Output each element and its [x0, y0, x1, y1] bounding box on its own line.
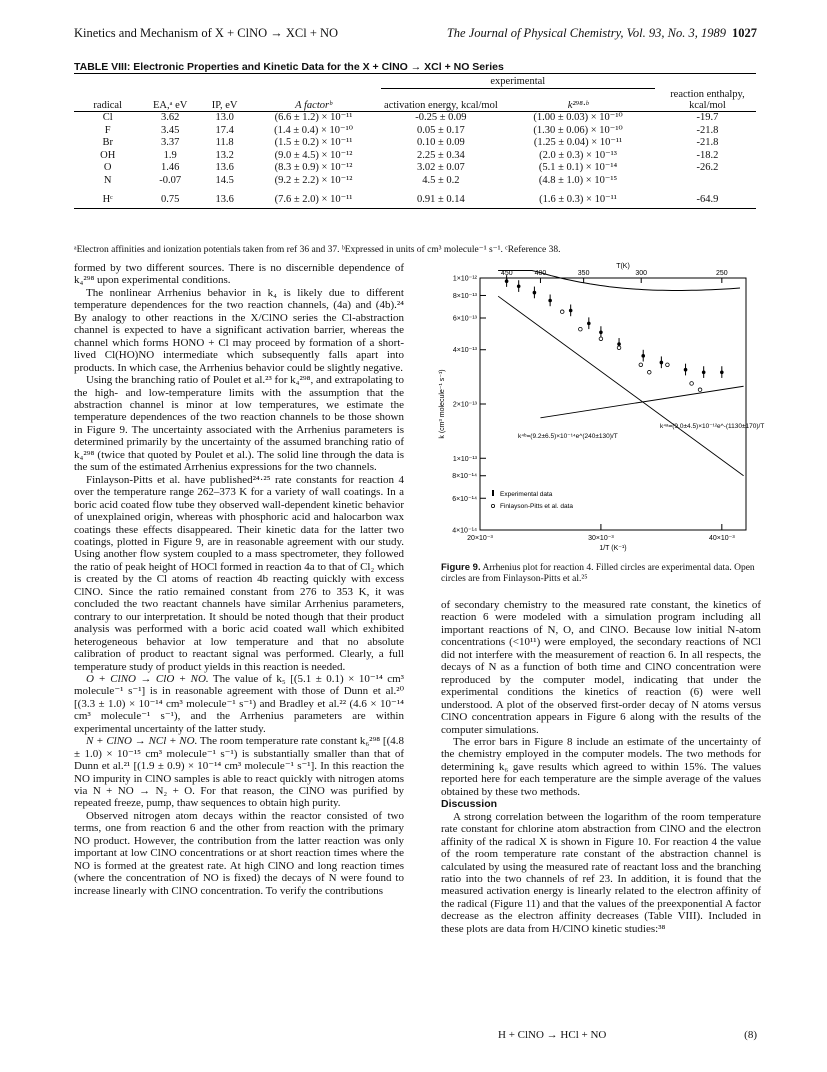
table-cell-afactor: (9.0 ± 4.5) × 10⁻¹²: [274, 149, 353, 161]
table-cell-spacer: [651, 150, 659, 163]
experimental-point: [587, 322, 591, 326]
table-row: [74, 125, 756, 138]
paragraph: formed by two different sources. There is no discernible dependence of k₄²⁹⁸ upon experimental conditions.: [74, 262, 404, 287]
table-cell-ip: 13.2: [215, 149, 234, 161]
channel-4b-line: [540, 386, 743, 418]
table-cell-activation: 3.02 ± 0.07: [417, 162, 465, 174]
table-cell-spacer: [651, 188, 659, 209]
figure-9-arrhenius-plot: [428, 260, 773, 560]
experimental-point: [569, 309, 573, 313]
table-cell-activation: 0.10 ± 0.09: [417, 137, 465, 149]
experimental-point: [641, 354, 645, 358]
top-tick-label: 300: [635, 270, 648, 277]
equation-number: (8): [744, 1029, 757, 1041]
paragraph: The error bars in Figure 8 include an estimate of the uncertainty of the chemistry employed in the computer models. The two methods for determining k₆ gave results which agreed to within 15%. The values reported here for each temperature are the simple average of the values obtained by these two methods.: [441, 735, 761, 798]
legend-marker-finlayson: [491, 504, 494, 507]
finlayson-pitts-point: [698, 388, 702, 392]
table-cell-enthalpy: [659, 175, 756, 188]
table-cell-k298: (2.0 ± 0.3) × 10⁻¹³: [539, 149, 617, 161]
table-cell-enthalpy: -21.8: [696, 124, 719, 136]
journal-citation: The Journal of Physical Chemistry, Vol. 93, No. 3, 1989: [446, 26, 726, 40]
x-tick-label: 30×10⁻³: [588, 535, 614, 542]
finlayson-pitts-point: [560, 310, 564, 314]
finlayson-pitts-point: [666, 363, 670, 367]
table-cell-spacer: [651, 112, 659, 125]
paragraph: Using the branching ratio of Poulet et al.²³ for k₄²⁹⁸, and extrapolating to the high- and low-temperature limits with the assumption that the abstraction channel is minor at low temperatures, we estimate the temperature dependences of the two reaction channels to be those shown in Figure 9. The uncertainty associated with the Arrhenius parameters is determined primarily by the uncertainty of the assumed branching ratio of k₄²⁹⁸ (twice that quoted by Poulet et al.). The solid line through the data is the sum of the estimated Arrhenius expressions for the two channels.: [74, 374, 404, 474]
table-cell-enthalpy: -21.8: [696, 137, 719, 149]
table-cell-k298: (1.6 ± 0.3) × 10⁻¹¹: [539, 193, 617, 205]
legend-label-finlayson: Finlayson-Pitts et al. data: [500, 503, 573, 510]
table-row: [74, 150, 756, 163]
finlayson-pitts-point: [690, 382, 694, 386]
table-cell-radical: Cl: [102, 112, 113, 123]
top-axis-label: T(K): [616, 263, 630, 270]
experimental-point: [517, 284, 521, 288]
paragraph: of secondary chemistry to the measured rate constant, the kinetics of reaction 6 were modeled with a simulation program including all important reactions of N, O, and ClNO. Because low initial N-atom concentrations (<10¹¹) were employed, the secondary reactions of NCl did not interfere with the measurement of reaction 6. In all respects, the decays of N as a function of both time and ClNO concentration were reproduced by the computer model, indicating that under the experimental conditions the kinetics of reaction (6) were well understood. A plot of the observed first-order decay of N atoms versus ClNO concentration appears in Figure 6 along with the results of the computer simulations.: [441, 599, 761, 736]
y-tick-label: 4×10⁻¹³: [452, 347, 477, 355]
table-cell-k298: (5.1 ± 0.1) × 10⁻¹⁴: [538, 162, 618, 174]
table-cell-afactor: (8.3 ± 0.9) × 10⁻¹²: [274, 162, 353, 174]
channel-4a-line: [498, 296, 743, 476]
table-cell-ea: -0.07: [159, 174, 182, 186]
y-tick-label: 6×10⁻¹³: [452, 315, 477, 323]
table-cell-ip: 13.0: [215, 112, 234, 123]
table-cell-spacer: [651, 125, 659, 138]
table-cell-k298: (1.30 ± 0.06) × 10⁻¹⁰: [533, 124, 623, 136]
table-cell-ea: 3.45: [160, 124, 180, 136]
finlayson-pitts-point: [617, 346, 621, 350]
table-cell-enthalpy: -26.2: [696, 162, 719, 174]
top-tick-label: 400: [534, 270, 547, 277]
y-tick-label: 1×10⁻¹³: [452, 455, 477, 463]
finlayson-pitts-point: [599, 337, 603, 341]
left-column: [74, 262, 404, 897]
table-cell-ip: 13.6: [215, 193, 234, 205]
paragraph-text: The room temperature rate constant k₆²⁹⁸ [(4.8 ± 1.0) × 10⁻¹⁵ cm³ molecule⁻¹ s⁻¹) is substantially smaller than that of Dunn et al.²¹ [(1.9 ± 0.9) × 10⁻¹⁴ cm³ molecule⁻¹ s⁻¹]. In this reaction the NO impurity in ClNO samples is able to react quickly with nitrogen atoms via N + NO → N₂ + O. For that reason, the ClNO was purified by repeated freeze, pump, thaw sequences to obtain high purity.: [74, 735, 404, 810]
experimental-point: [702, 370, 706, 374]
experimental-point: [684, 368, 688, 372]
top-tick-label: 350: [577, 270, 590, 277]
table-cell-ea: 3.37: [160, 137, 180, 149]
x-tick-label: 20×10⁻³: [467, 535, 493, 542]
group-header-experimental: experimental: [381, 76, 655, 89]
col-ea: EA,ᵃ eV: [152, 100, 188, 111]
caption-text: Arrhenius plot for reaction 4. Filled circles are experimental data. Open circles are from Finlayson-Pitts et al.²⁵: [441, 563, 755, 584]
table-cell-radical: Hᶜ: [102, 193, 113, 205]
table-cell-radical: N: [103, 174, 112, 186]
table-cell-k298: (1.25 ± 0.04) × 10⁻¹¹: [533, 137, 623, 149]
running-header-title: Kinetics and Mechanism of X + ClNO → XCl + NO: [74, 26, 339, 40]
experimental-point: [533, 291, 537, 295]
table-cell-ea: 0.75: [160, 193, 180, 205]
table-cell-radical: Br: [102, 137, 113, 149]
experimental-point: [599, 330, 603, 334]
col-activation: activation energy, kcal/mol: [384, 100, 498, 111]
table-cell-ip: 11.8: [215, 137, 234, 149]
subheading: N + ClNO → NCl + NO.: [86, 735, 198, 748]
finlayson-pitts-point: [647, 370, 651, 374]
table-cell-enthalpy: -18.2: [696, 149, 719, 161]
y-tick-label: 8×10⁻¹³: [452, 292, 477, 300]
top-tick-label: 450: [501, 270, 513, 277]
table-cell-activation: 4.5 ± 0.2: [422, 174, 460, 186]
page-number: 1027: [732, 26, 757, 40]
table-cell-ip: 13.6: [215, 162, 234, 174]
table-cell-activation: 2.25 ± 0.34: [417, 149, 465, 161]
table-cell-ea: 1.46: [160, 162, 180, 174]
legend-marker-experimental: [492, 490, 494, 496]
legend-label-experimental: Experimental data: [500, 491, 553, 498]
table-cell-radical: F: [104, 124, 111, 136]
annotation-k4a: k⁴ᵃ=(9.0±4.5)×10⁻¹²e^-(1130±170)/T: [660, 423, 765, 430]
col-ip: IP, eV: [211, 100, 238, 111]
table-cell-afactor: (6.6 ± 1.2) × 10⁻¹¹: [274, 112, 353, 123]
table-cell-spacer: [651, 175, 659, 188]
col-k298: k²⁹⁸·ᵇ: [567, 100, 589, 111]
paragraph: A strong correlation between the logarithm of the room temperature rate constant for chlorine atom abstraction from ClNO and the electron affinity of the radical X is shown in Figure 10. For reaction 4 the value of the room temperature rate constant of the abstraction channel is calculated by using the measured rate of reactant loss and the branching ratio into the two channels of ref 23. In addition, it is found that the measured activation energy is linearly related to the electron affinity of the radical (Figure 11) and that the values of the preexponential A factor decrease as the electron affinity decreases (Table VIII). Included in these plots are data from H/ClNO kinetic studies:³⁸: [441, 810, 761, 935]
table-title: TABLE VIII: Electronic Properties and Kinetic Data for the X + ClNO → XCl + NO Series: [74, 61, 504, 73]
y-tick-label: 1×10⁻¹²: [452, 275, 477, 283]
x-tick-label: 40×10⁻³: [708, 535, 735, 542]
section-heading: Discussion: [441, 798, 498, 811]
table-cell-k298: (1.00 ± 0.03) × 10⁻¹⁰: [533, 112, 623, 123]
table-cell-afactor: (1.5 ± 0.2) × 10⁻¹¹: [274, 137, 353, 149]
table-cell-radical: OH: [100, 149, 116, 161]
table-cell-ip: 17.4: [215, 124, 234, 136]
col-radical: radical: [93, 100, 122, 111]
subheading: O + ClNO → ClO + NO.: [86, 672, 209, 685]
table-footnote: ᵃElectron affinities and ionization potentials taken from ref 36 and 37. ᵇExpressed in units of cm³ molecule⁻¹ s⁻¹. ᶜReference 38.: [74, 245, 561, 255]
table-cell-ea: 1.9: [163, 149, 177, 161]
experimental-point: [720, 370, 724, 374]
table-cell-activation: 0.05 ± 0.17: [417, 124, 465, 136]
x-axis-label: 1/T (K⁻¹): [599, 545, 627, 552]
table-row: [74, 188, 756, 209]
table-cell-ea: 3.62: [160, 112, 180, 123]
annotation-k4b: k⁴ᵇ=(9.2±6.5)×10⁻¹⁴e^(240±130)/T: [518, 433, 618, 440]
y-tick-label: 2×10⁻¹³: [452, 401, 477, 409]
paragraph: [74, 735, 404, 810]
table-cell-radical: O: [103, 162, 112, 174]
finlayson-pitts-point: [579, 327, 583, 331]
right-column: [441, 599, 761, 935]
running-header-journal: [447, 26, 757, 41]
table-cell-enthalpy: -19.7: [696, 112, 719, 123]
table-cell-afactor: (9.2 ± 2.2) × 10⁻¹²: [274, 174, 353, 186]
experimental-point: [548, 299, 552, 303]
table-cell-ip: 14.5: [215, 174, 234, 186]
table-cell-afactor: (7.6 ± 2.0) × 10⁻¹¹: [274, 193, 353, 205]
top-tick-label: 250: [715, 270, 728, 277]
table-cell-activation: 0.91 ± 0.14: [417, 193, 465, 205]
col-afactor: A factorᵇ: [295, 100, 332, 111]
y-tick-label: 8×10⁻¹⁴: [452, 473, 477, 481]
y-axis-label: k (cm³ molecule⁻¹ s⁻¹): [439, 369, 446, 439]
properties-table: [74, 73, 756, 209]
table-row: [74, 137, 756, 150]
paragraph: Finlayson-Pitts et al. have published²⁴·²⁵ rate constants for reaction 4 over the temperature range 262–373 K for a variety of wall coatings. In a boric acid coated flow tube they observed wall-dependent kinetic behavior of unexplained origin, whereas with phosphoric acid and halocarbon wax coatings these effects disappeared. Their kinetic data for the latter two coatings, plotted in Figure 9, are in reasonable agreement with our study. Using another flow system coupled to a mass spectrometer, they followed the ratio of peak height of HOCl formed in reaction 4a to that of Cl₂ which is created by the Cl atoms of reaction 4b reacting quickly with excess ClNO. Since the ratio remained constant from 276 to 353 K, it was concluded the two reactant channels have similar Arrhenius parameters, contrary to our interpretation. It should be noted though that their product analysis was performed with a boric acid coated wall which exhibited heterogeneous behavior at low temperature and that no absolute calibration of product to reactant signal was performed. Clearly, a full temperature study of product yields in this reaction is needed.: [74, 473, 404, 673]
paragraph: [74, 673, 404, 735]
col-enthalpy: reaction enthalpy, kcal/mol: [670, 89, 745, 111]
table-cell-afactor: (1.4 ± 0.4) × 10⁻¹⁰: [274, 124, 353, 136]
experimental-point: [660, 361, 664, 365]
experimental-point: [617, 342, 621, 346]
experimental-point: [505, 279, 509, 283]
table-row: [74, 175, 756, 188]
table-cell-spacer: [651, 162, 659, 175]
caption-label: Figure 9.: [441, 562, 481, 573]
table-cell-spacer: [651, 137, 659, 150]
table-cell-activation: -0.25 ± 0.09: [415, 112, 467, 123]
y-tick-label: 4×10⁻¹⁴: [452, 527, 477, 535]
paragraph: Observed nitrogen atom decays within the reactor consisted of two terms, one from reaction 6 and the other from reaction with the primary NO product. However, the contribution from the latter reaction was only important at low ClNO concentrations or at short reaction times where the NO is formed at the greatest rate. At high ClNO and long reaction times (where the concentration of NO is fixed) the decays of N were found to increase linearly with ClNO concentration. To verify the contributions: [74, 809, 404, 897]
y-tick-label: 6×10⁻¹⁴: [452, 495, 477, 503]
table-cell-k298: (4.8 ± 1.0) × 10⁻¹⁵: [538, 174, 618, 186]
finlayson-pitts-point: [639, 363, 643, 367]
table-row: [74, 162, 756, 175]
paragraph-text: The value of k₅ [(5.1 ± 0.1) × 10⁻¹⁴ cm³ molecule⁻¹ s⁻¹] is in reasonable agreement with those of Dunn et al.²⁰ [(3.3 ± 1.0) × 10⁻¹⁴ cm³ molecule⁻¹ s⁻¹) and Bradley et al.²² (4.6 × 10⁻¹⁴ cm³ molecule⁻¹ s⁻¹), and the Arrhenius parameters are within experimental uncertainty of the latter study.: [74, 672, 404, 735]
figure-caption: [441, 562, 771, 585]
equation: H + ClNO → HCl + NO: [498, 1029, 607, 1041]
table-row: [74, 112, 756, 125]
table-cell-enthalpy: -64.9: [696, 193, 719, 205]
paragraph: The nonlinear Arrhenius behavior in k₄ is likely due to different temperature dependences for the two reaction channels, (4a) and (4b).²⁴ By analogy to other reactions in the X/ClNO series the Cl-abstraction channel is expected to have a significant activation barrier, whereas the channel which forms HONO + Cl may proceed by formation of a short-lived Cl(HO)NO intermediate which subsequently falls apart into products. In which case, the Arrhenius behavior could be slightly negative.: [74, 286, 404, 374]
